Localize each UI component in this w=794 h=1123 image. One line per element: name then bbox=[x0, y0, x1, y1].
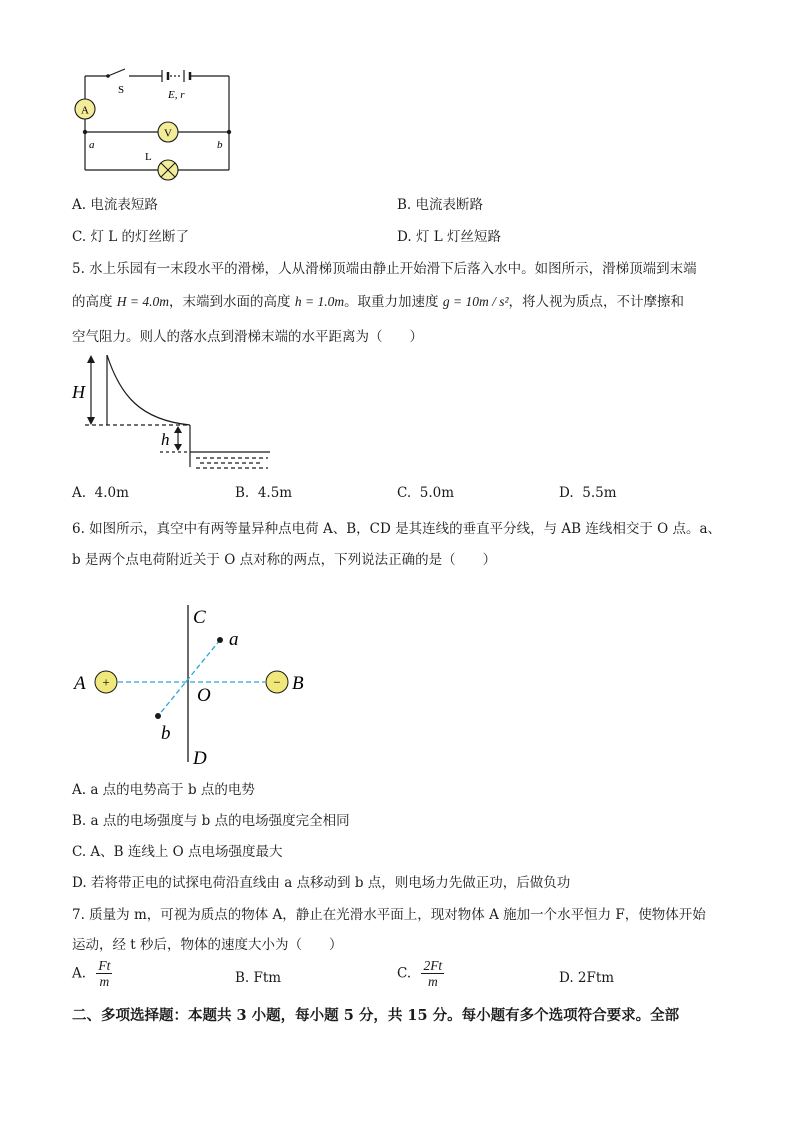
svg-text:−: − bbox=[273, 674, 281, 690]
ammeter-icon bbox=[75, 99, 95, 119]
q7-stem-line1: 7. 质量为 m，可视为质点的物体 A，静止在光滑水平面上，现对物体 A 施加一个水平恒力 F，使物体开始 bbox=[72, 907, 706, 923]
q5-option-c: C. 5.0m bbox=[397, 485, 455, 501]
q4-option-a: A. 电流表短路 bbox=[72, 197, 158, 213]
q5-option-b: B. 4.5m bbox=[235, 485, 293, 501]
node-b-label: b bbox=[217, 139, 223, 151]
slide-diagram bbox=[0, 350, 794, 470]
q6-option-a: A. a 点的电势高于 b 点的电势 bbox=[72, 782, 255, 798]
label-B: B bbox=[292, 673, 304, 694]
label-C: C bbox=[193, 607, 206, 628]
battery-label: E, r bbox=[168, 89, 185, 101]
voltmeter-icon bbox=[158, 122, 178, 142]
q7-option-b: B. Ftm bbox=[235, 970, 282, 986]
label-a: a bbox=[229, 629, 239, 650]
charges-diagram bbox=[0, 600, 794, 770]
q7-option-d: D. 2Ftm bbox=[559, 970, 615, 986]
q6-stem-line1: 6. 如图所示，真空中有两等量异种点电荷 A、B，CD 是其连线的垂直平分线，与 AB 连线相交于 O 点。a、 bbox=[72, 521, 722, 537]
label-D: D bbox=[193, 748, 207, 769]
label-O: O bbox=[197, 685, 211, 706]
switch-label: S bbox=[118, 84, 125, 96]
svg-text:V: V bbox=[164, 127, 172, 140]
q5-stem-line1: 5. 水上乐园有一末段水平的滑梯，人从滑梯顶端由静止开始滑下后落入水中。如图所示，滑梯顶端到末端 bbox=[72, 261, 697, 277]
label-A: A bbox=[74, 673, 86, 694]
h-label: h bbox=[161, 430, 170, 449]
label-b: b bbox=[161, 723, 171, 744]
q4-option-d: D. 灯 L 灯丝短路 bbox=[397, 229, 501, 245]
q6-option-d: D. 若将带正电的试探电荷沿直线由 a 点移动到 b 点，则电场力先做正功，后做负功 bbox=[72, 875, 571, 891]
q4-option-c: C. 灯 L 的灯丝断了 bbox=[72, 229, 189, 245]
circuit-diagram bbox=[0, 0, 794, 200]
q5-stem-line3: 空气阻力。则人的落水点到滑梯末端的水平距离为（ ） bbox=[72, 329, 423, 345]
q5-option-d: D. 5.5m bbox=[559, 485, 617, 501]
svg-text:A: A bbox=[81, 104, 89, 117]
q7-option-a: A. $\frac{Ft}{m}$ bbox=[72, 958, 111, 989]
q6-option-b: B. a 点的电场强度与 b 点的电场强度完全相同 bbox=[72, 813, 350, 829]
section-2-heading: 二、多项选择题：本题共 3 小题，每小题 5 分，共 15 分。每小题有多个选项符合要求。全部 bbox=[72, 1007, 680, 1024]
lamp-label: L bbox=[145, 151, 152, 163]
positive-charge-icon bbox=[95, 671, 117, 693]
negative-charge-icon bbox=[266, 671, 288, 693]
lamp-icon bbox=[158, 160, 178, 180]
q7-stem-line2: 运动，经 t 秒后，物体的速度大小为（ ） bbox=[72, 937, 343, 953]
svg-text:+: + bbox=[102, 674, 110, 690]
q6-stem-line2: b 是两个点电荷附近关于 O 点对称的两点，下列说法正确的是（ ） bbox=[72, 552, 497, 568]
q7-option-c: C. $\frac{2Ft}{m}$ bbox=[397, 958, 443, 989]
q5-option-a: A. 4.0m bbox=[72, 485, 129, 501]
q5-stem-line2: 的高度 H = 4.0m，末端到水面的高度 h = 1.0m。取重力加速度 g = 10m / s²，将人视为质点，不计摩擦和 bbox=[72, 294, 685, 310]
q6-option-c: C. A、B 连线上 O 点电场强度最大 bbox=[72, 844, 283, 860]
q4-option-b: B. 电流表断路 bbox=[397, 197, 484, 213]
H-label: H bbox=[72, 382, 85, 402]
node-a-label: a bbox=[89, 139, 95, 151]
